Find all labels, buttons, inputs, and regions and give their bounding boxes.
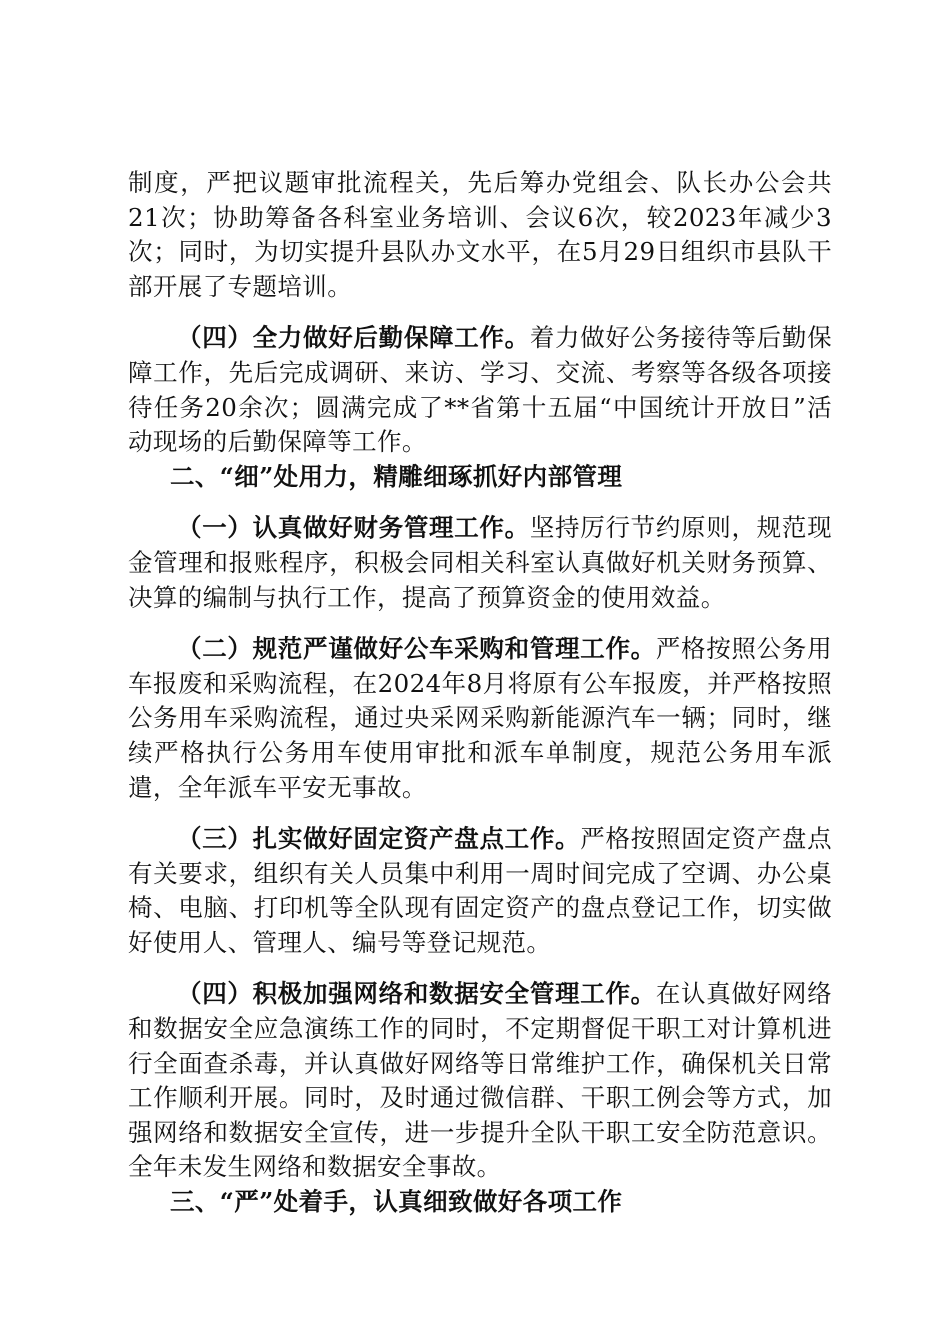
paragraph-finance-management xyxy=(128,511,832,615)
paragraph-continuation xyxy=(128,166,832,304)
paragraph-text: 在认真做好网络和数据安全应急演练工作的同时，不定期督促干职工对计算机进行全面查杀毒，并认真做好网络等日常维护工作，确保机关日常工作顺利开展。同时，及时通过微信群、干职工例会等方式，加强网络和数据安全宣传，进一步提升全队干职工安全防范意识。全年未发生网络和数据安全事故。 xyxy=(128,979,832,1182)
paragraph-text: 严格按照固定资产盘点有关要求，组织有关人员集中利用一周时间完成了空调、办公桌椅、电脑、打印机等全队现有固定资产的盘点登记工作，切实做好使用人、管理人、编号等登记规范。 xyxy=(128,824,832,957)
paragraph-text: 坚持厉行节约原则，规范现金管理和报账程序，积极会同相关科室认真做好机关财务预算、决算的编制与执行工作，提高了预算资金的使用效益。 xyxy=(128,513,832,612)
paragraph-lead: （四）积极加强网络和数据安全管理工作。 xyxy=(177,979,656,1009)
paragraph-lead: （四）全力做好后勤保障工作。 xyxy=(177,323,530,353)
paragraph-text: 制度，严把议题审批流程关，先后筹办党组会、队长办公会共21次；协助筹备各科室业务培训、会议6次，较2023年减少3次；同时，为切实提升县队办文水平，在5月29日组织市县队干部开展了专题培训。 xyxy=(128,168,832,301)
paragraph-lead: （一）认真做好财务管理工作。 xyxy=(177,513,530,543)
paragraph-network-security xyxy=(128,977,832,1185)
section-heading-2: 二、“细”处用力，精雕细琢抓好内部管理 xyxy=(170,461,623,491)
paragraph-lead: （三）扎实做好固定资产盘点工作。 xyxy=(177,824,581,854)
paragraph-vehicle-management xyxy=(128,632,832,805)
paragraph-logistics-support xyxy=(128,321,832,459)
paragraph-text: 严格按照公务用车报废和采购流程，在2024年8月将原有公车报废，并严格按照公务用车采购流程，通过央采网采购新能源汽车一辆；同时，继续严格执行公务用车使用审批和派车单制度，规范公务用车派遣，全年派车平安无事故。 xyxy=(128,634,832,802)
paragraph-asset-inventory xyxy=(128,822,832,960)
section-heading-3: 三、“严”处着手，认真细致做好各项工作 xyxy=(170,1187,623,1217)
paragraph-lead: （二）规范严谨做好公车采购和管理工作。 xyxy=(177,634,656,664)
document-page xyxy=(128,166,832,1220)
paragraph-text: 着力做好公务接待等后勤保障工作，先后完成调研、来访、学习、交流、考察等各级各项接待任务20余次；圆满完成了**省第十五届“中国统计开放日”活动现场的后勤保障等工作。 xyxy=(128,323,832,457)
